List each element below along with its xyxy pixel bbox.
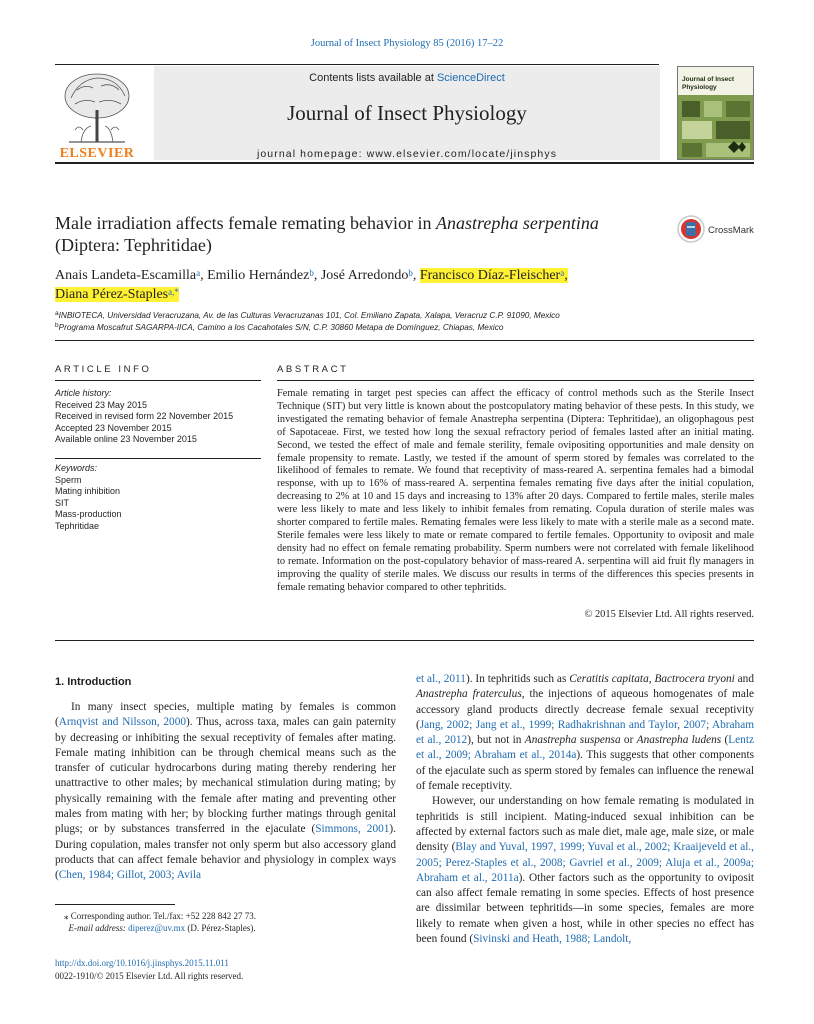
author-1[interactable]: Anais Landeta-Escamilla$^a$ xyxy=(55,268,201,283)
contents-prefix: Contents lists available at xyxy=(309,72,437,84)
abstract-text: Female remating in target pest species can affect the efficacy of control methods such as the Sterile Insect Technique (SIT) but very little is known about the postcopulatory mating behavior of these pests. In this study, we investigated the remating behavior of female Anastrepha serpentina (Diptera: Tephritidae), an oligophagous pest of Sapotaceae. First, we tested how long the sexual refractory period of females lasted after an initial mating. Second, we tested the effect of male and female sterility, female ovipositing opportunities and male density on female propensity to remate. Lastly, we tested if the amount of sperm stored by females was correlated to the likelihood of females to remate. We found that receptivity of mass-reared A. serpentina females had a bimodal response, with up to 16% of mass-reared A. serpentina females remating five days after the initial copulation, decreasing to 2% at 10 and 15 days and increasing to 13% after 20 days. Compared to fertile males, sterile males were less likely to mate and less likely to inhibit females from remating. Copula duration of sterile males was shorter compared to fertile males. Remating females were less likely to mate with a sterile male as a second mate. Sterile females were less likely to mate or remate compared to fertile females. Opportunity to oviposit and male density had no effect on female remating probability. Sperm numbers were not correlated with female likelihood to remate. Information on the post-copulatory behavior of mass-reared A. serpentina will aid fruit fly managers in improving the quality of sterile males. We discuss our results in terms of the differences this species presents in female remating behavior compared to other tephritids. xyxy=(277,388,754,593)
crossmark-label[interactable]: CrossMark xyxy=(708,225,754,236)
cover-journal-title: Journal of Insect Physiology xyxy=(682,76,735,91)
keywords-label: Keywords: xyxy=(55,463,98,473)
affiliation-rule xyxy=(55,340,754,341)
keyword: SIT xyxy=(55,497,70,508)
abstract-heading: ABSTRACT xyxy=(277,364,349,375)
paragraph: et al., 2011). In tephritids such as Ceratitis capitata, Bactrocera tryoni and Anastrepha fraterculus, the injections of aqueous homogenates of male accessory gland products directly decrease female sexual receptivity (Jang, 2002; Jang et al., 1999; Radhakrishnan and Taylor, 2007; Abraham et al., 2012), but not in Anastrepha suspensa or Anastrepha ludens (Lentz et al., 2009; Abraham et al., 2014a). This suggests that other components of the ejaculate such as sperm stored by females can influence the renewal of female receptivity. xyxy=(416,673,754,793)
journal-reference-link[interactable]: Journal of Insect Physiology 85 (2016) 17–22 xyxy=(310,38,504,49)
citation-link[interactable]: Jang, 2002; Jang et al., 1999; Radhakrishnan and Taylor, 2007; Abraham et al., 2012 xyxy=(416,718,754,747)
abstract-rule xyxy=(277,380,754,381)
email-note: E-mail address: diperez@uv.mx (D. Pérez-Staples). xyxy=(68,923,256,933)
keyword: Mating inhibition xyxy=(55,486,121,496)
article-info-heading: ARTICLE INFO xyxy=(55,364,152,375)
contents-line xyxy=(154,72,660,84)
keyword: Sperm xyxy=(55,474,82,485)
author-3[interactable]: José Arredondo$^b$ xyxy=(320,268,413,283)
author-4-highlighted[interactable]: Francisco Díaz-Fleischer$^a$, xyxy=(419,268,568,283)
history-online: Available online 23 November 2015 xyxy=(55,434,197,444)
email-link[interactable]: diperez@uv.mx xyxy=(128,923,186,933)
affiliation-b: $^b$Programa Moscafrut SAGARPA-IICA, Camino a los Cacahotales S/N, C.P. 30860 Metapa de Domínguez, Chiapas, Mexico xyxy=(55,322,504,332)
title-part-1: Male irradiation affects female remating behavior in xyxy=(55,213,437,233)
issn-copyright: 0022-1910/© 2015 Elsevier Ltd. All rights reserved. xyxy=(55,971,244,981)
corresponding-author-note: ⁎ Corresponding author. Tel./fax: +52 228 842 27 73. xyxy=(64,911,257,921)
keywords-rule xyxy=(55,458,261,459)
body-rule xyxy=(55,640,754,641)
paragraph: In many insect species, multiple mating by females is common (Arnqvist and Nilsson, 2000). Thus, across taxa, males can gain paternity by decreasing or inhibiting the sexual receptivity of females after mating. Female mating inhibition can be through chemical means such as the transfer of cuticular hydrocarbons during mating thereby rendering her unattractive to other males; by mechanical stimulation during mating; by physically remaining with the female after mating and preventing other males from mating with her; by blocking further matings through genital plugs; or by substances transferred in the ejaculate (Simmons, 2001). During copulation, males transfer not only sperm but also accessory gland products that can affect female behavior and physiology in complex ways (Chen, 1984; Gillot, 2003; Avila xyxy=(55,701,396,882)
header-rule-bottom xyxy=(55,162,754,164)
citation-link[interactable]: Sivinski and Heath, 1988; Landolt, xyxy=(473,933,632,946)
citation-link[interactable]: Simmons, 2001 xyxy=(315,823,390,836)
section-heading-introduction: 1. Introduction xyxy=(55,676,132,688)
sciencedirect-link[interactable]: ScienceDirect xyxy=(436,72,505,84)
history-accepted: Accepted 23 November 2015 xyxy=(55,422,172,433)
paragraph: However, our understanding on how female remating is modulated in tephritids is still incipient. Mating-induced sexual inhibition can be affected by external factors such as male diet, male age, male size, or male density (Blay and Yuval, 1997, 1999; Yuval et al., 2002; Kraaijeveld et al., 2005; Perez-Staples et al., 2008; Gavriel et al., 2009; Aluja et al., 2009a; Abraham et al., 2011a). Other factors such as the opportunity to oviposit can also affect female remating in some species. Effects of host presence are dissimilar between tephritids—in some species, females are more likely to remate when given a host, while in other species no effect has been found (Sivinski and Heath, 1988; Landolt, xyxy=(416,795,754,946)
title-species: Anastrepha serpentina xyxy=(436,213,599,233)
article-history xyxy=(55,388,261,446)
citation-link[interactable]: Arnqvist and Nilsson, 2000 xyxy=(58,716,186,729)
citation-link[interactable]: Lentz et al., 2009; Abraham et al., 2014a xyxy=(416,734,754,762)
author-list: Anais Landeta-Escamilla$^a$, Emilio Hernández$^b$, José Arredondo$^b$, Francisco Díaz-Fleischer$^a$, Diana Pérez-Staples$^{a,*}$ xyxy=(55,268,568,302)
citation-link[interactable]: Chen, 1984; Gillot, 2003; Avila xyxy=(58,869,202,882)
elsevier-wordmark: ELSEVIER xyxy=(59,146,135,161)
history-label: Article history: xyxy=(55,388,112,398)
journal-title: Journal of Insect Physiology xyxy=(287,101,527,125)
abstract-copyright: © 2015 Elsevier Ltd. All rights reserved. xyxy=(584,609,754,620)
header-rule-top xyxy=(55,64,659,65)
citation-link[interactable]: et al., 2011 xyxy=(416,673,466,685)
title-part-2: (Diptera: Tephritidae) xyxy=(55,235,212,255)
author-5-highlighted[interactable]: Diana Pérez-Staples$^{a,*}$ xyxy=(55,287,179,302)
journal-homepage[interactable]: journal homepage: www.elsevier.com/locate/jinsphys xyxy=(256,148,558,160)
footnote xyxy=(55,910,396,934)
keywords xyxy=(55,463,261,532)
history-revised: Received in revised form 22 November 2015 xyxy=(55,411,234,421)
citation-link[interactable]: Blay and Yuval, 1997, 1999; Yuval et al., 2002; Kraaijeveld et al., 2005; Perez-Staples et al., 2008; Gavriel et al., 2009; Aluja et al., 2009a; Abraham et al., 2011a xyxy=(416,841,754,884)
keyword: Mass-production xyxy=(55,509,122,519)
doi-link[interactable]: http://dx.doi.org/10.1016/j.jinsphys.2015.11.011 xyxy=(55,958,229,968)
article-info-rule xyxy=(55,380,261,381)
article-title xyxy=(55,212,655,256)
author-2[interactable]: Emilio Hernández$^b$ xyxy=(207,268,314,283)
affiliation-a: $^a$INBIOTECA, Universidad Veracruzana, Av. de las Culturas Veracruzanas 101, Col. Emiliano Zapata, Xalapa, Veracruz C.P. 91090, Mexico xyxy=(55,310,560,320)
footnote-rule xyxy=(55,904,175,905)
body-column-right xyxy=(416,672,754,947)
history-received: Received 23 May 2015 xyxy=(55,399,148,410)
keyword: Tephritidae xyxy=(55,520,100,531)
body-column-left xyxy=(55,700,396,884)
asterisk-icon: ⁎ xyxy=(64,911,69,921)
